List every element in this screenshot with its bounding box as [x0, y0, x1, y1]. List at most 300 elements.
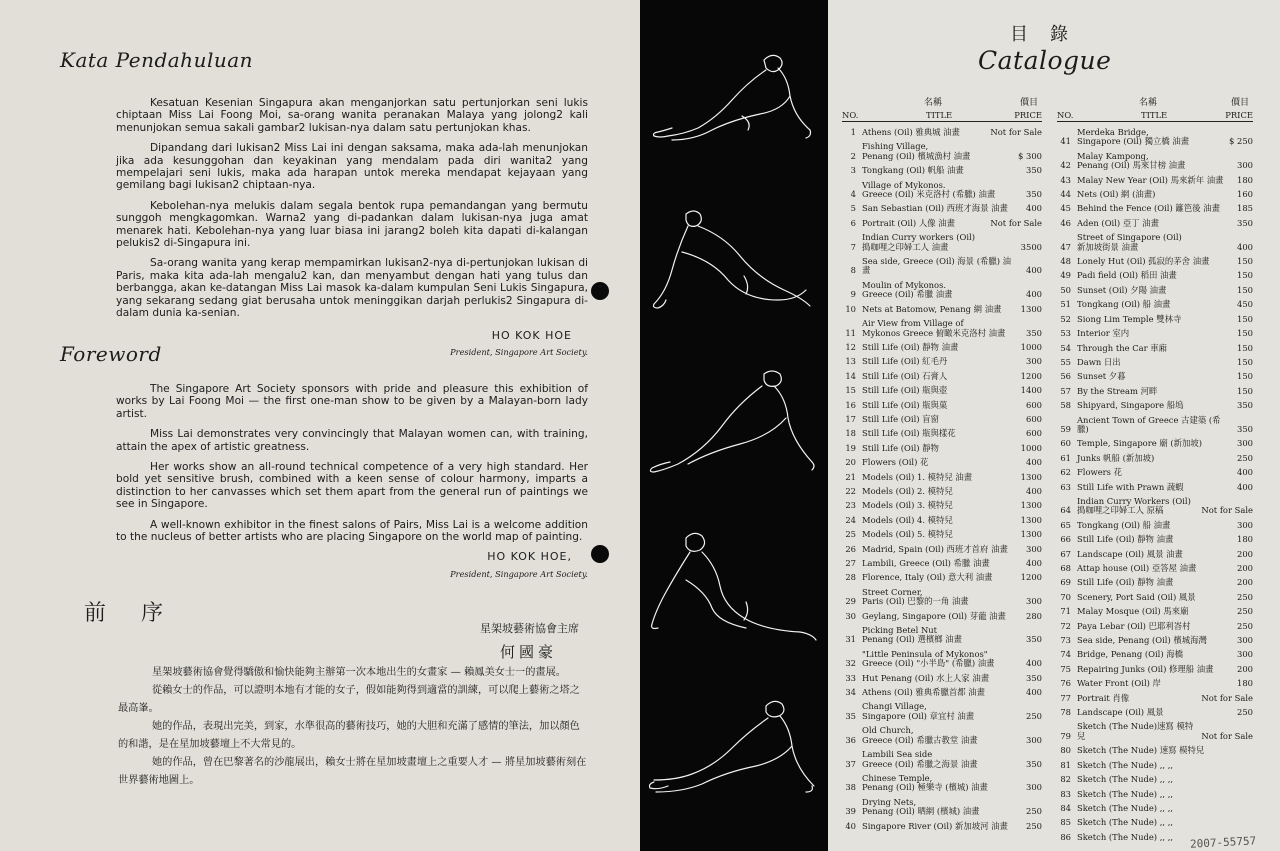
- catalogue-number: 55: [1060, 356, 1071, 367]
- catalogue-row: [1057, 495, 1253, 519]
- catalogue-number: 23: [845, 500, 856, 511]
- catalogue-price: 200: [1237, 577, 1253, 588]
- catalogue-title: Lambili Sea side Greece (Oil) 希臘之海景 油畫: [862, 749, 978, 769]
- catalogue-title: Air View from Village of Mykonos Greece 俯瞰米克洛村 油畫: [862, 318, 1006, 338]
- header-price-chinese: 價目: [1019, 98, 1038, 108]
- catalogue-price: 300: [1026, 782, 1042, 793]
- catalogue-number: 30: [845, 610, 856, 621]
- catalogue-row: [1057, 269, 1253, 283]
- catalogue-price: 400: [1026, 265, 1042, 276]
- catalogue-title: Malay Mosque (Oil) 馬來廟: [1077, 606, 1189, 617]
- catalogue-row: [1057, 788, 1253, 802]
- catalogue-row: [1057, 313, 1253, 327]
- catalogue-title: Tongkang (Oil) 船 油畫: [1077, 299, 1171, 310]
- nude-sketch-strip: [640, 0, 828, 851]
- catalogue-number: 34: [845, 687, 856, 698]
- chinese-paragraph: 她的作品，曾在巴黎著名的沙龍展出，賴女士將在星加坡畫壇上之重要人才 — 將星加坡藝術刻在世界藝術地圖上。: [118, 757, 587, 786]
- catalogue-row: [1057, 720, 1253, 744]
- catalogue-row: [842, 571, 1042, 585]
- catalogue-title: Old Church, Greece (Oil) 希臘古教堂 油畫: [862, 725, 978, 745]
- catalogue-row: [1057, 202, 1253, 216]
- catalogue-title: Siong Lim Temple 雙林寺: [1077, 313, 1182, 324]
- catalogue-row: [1057, 634, 1253, 648]
- catalogue-number: 16: [845, 399, 856, 410]
- catalogue-title: Sea side, Penang (Oil) 檳城海灣: [1077, 635, 1207, 646]
- header-price: PRICE: [1014, 110, 1042, 120]
- header-title-chinese: 名稱: [1139, 98, 1158, 108]
- catalogue-number: 52: [1060, 313, 1071, 324]
- catalogue-title: Moulin of Mykonos. Greece (Oil) 希臘 油畫: [862, 279, 953, 300]
- catalogue-row: [1057, 648, 1253, 662]
- catalogue-row: [1057, 255, 1253, 269]
- catalogue-title: Catalogue: [978, 46, 1112, 75]
- catalogue-title: Still Life (Oil) 瓶與樣花: [862, 428, 956, 439]
- column-header: [842, 94, 1042, 122]
- catalogue-price: 400: [1237, 241, 1253, 252]
- catalogue-row: [842, 370, 1042, 384]
- catalogue-number: 67: [1060, 548, 1071, 559]
- catalogue-price: 300: [1237, 519, 1253, 530]
- catalogue-title: Portrait 肖像: [1077, 692, 1130, 703]
- catalogue-row: [842, 543, 1042, 557]
- catalogue-price: 1000: [1020, 341, 1042, 352]
- catalogue-row: [842, 279, 1042, 303]
- preface-text: [116, 97, 588, 358]
- catalogue-title: Lonely Hut (Oil) 孤寂的茅舍 油畫: [1077, 256, 1210, 267]
- catalogue-number: 25: [845, 529, 856, 540]
- catalogue-title: Attap house (Oil) 亞答屋 油畫: [1077, 563, 1197, 573]
- catalogue-number: 80: [1060, 745, 1071, 756]
- catalogue-number: 70: [1060, 591, 1071, 602]
- catalogue-number: 49: [1060, 270, 1071, 281]
- catalogue-price: 350: [1026, 165, 1042, 176]
- catalogue-number: 9: [850, 289, 856, 300]
- catalogue-row: [842, 384, 1042, 398]
- catalogue-row: [842, 231, 1042, 255]
- catalogue-row: [842, 217, 1042, 231]
- catalogue-number: 76: [1060, 678, 1071, 689]
- nude-sketch-reclining-figure: [646, 690, 822, 808]
- catalogue-price: 350: [1026, 758, 1042, 769]
- catalogue-number: 66: [1060, 534, 1071, 545]
- catalogue-title: Still Life (Oil) 靜物: [862, 442, 939, 453]
- catalogue-title: Chinese Temple, Penang (Oil) 極樂寺 (檳城) 油畫: [862, 772, 988, 793]
- catalogue-number: 8: [850, 265, 856, 276]
- foreword-signature: [116, 551, 588, 580]
- catalogue-title: Still Life with Prawn 蔬蝦: [1077, 481, 1184, 492]
- catalogue-row: [1057, 562, 1253, 576]
- catalogue-price: Not for Sale: [1201, 692, 1253, 703]
- catalogue-price: Not for Sale: [990, 217, 1042, 228]
- catalogue-price: 400: [1026, 558, 1042, 568]
- catalogue-title: Madrid, Spain (Oil) 西班才首府 油畫: [862, 543, 1008, 554]
- chinese-signature: [480, 620, 579, 662]
- catalogue-title: Still Life (Oil) 紅毛丹: [862, 356, 948, 367]
- catalogue-page: [828, 0, 1280, 851]
- foreword-paragraph: Her works show an all-round technical competence of a very high standard. Her bold yet sensitive brush, combined with a keen sense of colour harmony, imparts a distinction to her canvasses which set them apart from the general run of paintings we see in Singapore.: [116, 461, 588, 511]
- chinese-paragraph: 她的作品，表現出完美，到家，水準很高的藝術技巧，她的大胆和充滿了感情的筆法，加以顏色的和諧，是在星加坡藝壇上不大常見的。: [118, 721, 580, 750]
- catalogue-row: [842, 624, 1042, 648]
- catalogue-title: Florence, Italy (Oil) 意大利 油畫: [862, 572, 993, 583]
- catalogue-row: [842, 485, 1042, 499]
- catalogue-number: 72: [1060, 620, 1071, 631]
- catalogue-number: 83: [1060, 788, 1071, 799]
- catalogue-price: 400: [1026, 658, 1042, 669]
- binder-hole: [591, 282, 609, 300]
- catalogue-price: 450: [1237, 299, 1253, 310]
- catalogue-price: 150: [1237, 356, 1253, 367]
- catalogue-price: 300: [1026, 356, 1042, 367]
- catalogue-title: Sketch (The Nude) ,, ,,: [1077, 788, 1174, 799]
- catalogue-price: 1300: [1020, 303, 1042, 314]
- catalogue-title: Indian Curry Workers (Oil) 搗咖哩之印婦工人 原稿: [1077, 495, 1191, 516]
- foreword-text: [116, 383, 588, 580]
- catalogue-price: 250: [1237, 707, 1253, 718]
- catalogue-row: [1057, 759, 1253, 773]
- catalogue-title: Tongkang (Oil) 帆船 油畫: [862, 165, 964, 176]
- catalogue-price: 400: [1026, 485, 1042, 496]
- catalogue-number: 40: [845, 820, 856, 831]
- catalogue-row: [1057, 605, 1253, 619]
- catalogue-number: 26: [845, 543, 856, 554]
- catalogue-title: Drying Nets, Penang (Oil) 晒網 (檳城) 油畫: [862, 796, 980, 817]
- catalogue-price: 150: [1237, 371, 1253, 382]
- catalogue-title: Landscape (Oil) 風景 油畫: [1077, 548, 1183, 559]
- catalogue-price: 150: [1237, 256, 1253, 267]
- catalogue-price: 1300: [1020, 500, 1042, 511]
- catalogue-price: 600: [1026, 413, 1042, 424]
- catalogue-row: [842, 514, 1042, 528]
- catalogue-row: [842, 648, 1042, 672]
- catalogue-title: Picking Betel Nut Penang (Oil) 選檳榔 油畫: [862, 625, 962, 645]
- catalogue-title: Nets (Oil) 網 (油畫): [1077, 189, 1156, 200]
- catalogue-row: [842, 471, 1042, 485]
- catalogue-row: [842, 772, 1042, 796]
- chinese-signer-name: 何國豪: [500, 643, 558, 661]
- catalogue-number: 14: [845, 370, 856, 381]
- foreword-signer: HO KOK HOE,: [487, 550, 572, 564]
- catalogue-row: [1057, 174, 1253, 188]
- preface-paragraph: Kesatuan Kesenian Singapura akan menganjorkan satu pertunjorkan seni lukis chiptaan Miss Lai Foong Moi, sa-orang wanita peranakan Malaya yang jolong2 kali menunjokan semua sakali gambar2 lukisan-nya dalam satu pertunjokan khas.: [116, 97, 588, 134]
- catalogue-title: Geylang, Singapore (Oil) 芽蘢 油畫: [862, 610, 1006, 621]
- header-title: TITLE: [926, 110, 953, 120]
- catalogue-number: 12: [845, 341, 856, 352]
- catalogue-row: [1057, 231, 1253, 255]
- catalogue-number: 54: [1060, 342, 1071, 353]
- catalogue-price: 350: [1026, 672, 1042, 683]
- catalogue-number: 45: [1060, 203, 1071, 214]
- catalogue-number: 13: [845, 356, 856, 367]
- catalogue-row: [842, 202, 1042, 216]
- catalogue-title: Sea side, Greece (Oil) 海景 (希臘) 油畫: [862, 256, 1012, 276]
- chinese-heading: 前 序: [84, 601, 177, 626]
- catalogue-number: 73: [1060, 635, 1071, 646]
- catalogue-number: 71: [1060, 606, 1071, 617]
- header-price: PRICE: [1225, 110, 1253, 120]
- chinese-text: [118, 664, 590, 790]
- catalogue-price: 1300: [1020, 514, 1042, 525]
- catalogue-number: 1: [850, 127, 856, 137]
- catalogue-row: [842, 164, 1042, 178]
- catalogue-price: 400: [1026, 457, 1042, 468]
- catalogue-number: 77: [1060, 692, 1071, 703]
- catalogue-row: [842, 179, 1042, 203]
- chinese-paragraph: 星架坡藝術協會覺得驕傲和愉快能夠主辦第一次本地出生的女畫家 — 賴鳳美女士一的畫展。: [152, 667, 566, 678]
- catalogue-row: [1057, 533, 1253, 547]
- catalogue-title: Merdeka Bridge, Singapore (Oil) 獨立橋 油畫: [1077, 127, 1190, 147]
- header-title: TITLE: [1141, 110, 1168, 120]
- catalogue-row: [1057, 284, 1253, 298]
- catalogue-price: 250: [1237, 620, 1253, 631]
- catalogue-number: 47: [1060, 241, 1071, 252]
- catalogue-title: Still Life (Oil) 靜物 油畫: [862, 341, 959, 352]
- preface-paragraph: Kebolehan-nya melukis dalam segala bentok rupa pemandangan yang bermutu sunggoh mengkagomkan. Warna2 yang di-padankan dalam lukisan-nya juga amat menarek hati. Kebolehan-nya yang luar biasa ini jarang2 boleh kita dapati di-kalangan pelukis2 di-Singapura ini.: [116, 199, 588, 250]
- catalogue-number: 60: [1060, 438, 1071, 449]
- catalogue-row: [1057, 773, 1253, 787]
- catalogue-title: Shipyard, Singapore 船塢: [1077, 400, 1184, 411]
- catalogue-title: Padi field (Oil) 稻田 油畫: [1077, 270, 1177, 281]
- catalogue-row: [842, 686, 1042, 700]
- foreword-paragraph: A well-known exhibitor in the finest salons of Pairs, Miss Lai is a welcome addition to the nucleus of better artists who are placing Singapore on the world map of painting.: [116, 518, 588, 544]
- catalogue-number: 43: [1060, 174, 1071, 185]
- catalogue-row: [842, 499, 1042, 513]
- chinese-signer-role: 星架坡藝術協會主席: [480, 622, 579, 635]
- catalogue-price: Not for Sale: [1201, 730, 1253, 741]
- catalogue-row: [1057, 466, 1253, 480]
- catalogue-title: Athens (Oil) 雅典希臘首都 油畫: [862, 687, 986, 698]
- catalogue-price: 350: [1026, 327, 1042, 338]
- catalogue-number: 50: [1060, 284, 1071, 295]
- catalogue-price: 600: [1026, 399, 1042, 410]
- catalogue-number: 39: [845, 806, 856, 817]
- catalogue-title: Sketch (The Nude) ,, ,,: [1077, 759, 1174, 770]
- catalogue-number: 51: [1060, 299, 1071, 310]
- catalogue-row: [842, 255, 1042, 279]
- catalogue-title: Still Life (Oil) 盲窗: [862, 413, 939, 424]
- catalogue-number: 59: [1060, 423, 1071, 434]
- catalogue-number: 78: [1060, 707, 1071, 718]
- catalogue-price: 400: [1026, 289, 1042, 300]
- catalogue-price: 150: [1237, 284, 1253, 295]
- catalogue-title: Junks 帆船 (新加坡): [1077, 452, 1155, 463]
- catalogue-number: 37: [845, 758, 856, 769]
- catalogue-row: [1057, 414, 1253, 438]
- nude-sketch-reclining-figure: [646, 46, 822, 164]
- catalogue-row: [1057, 327, 1253, 341]
- catalogue-row: [1057, 816, 1253, 830]
- catalogue-title: Village of Mykonos. Greece (Oil) 米克洛村 (希臘) 油畫: [862, 179, 996, 200]
- catalogue-number: 86: [1060, 831, 1071, 842]
- archive-number: 2007-55757: [1189, 834, 1257, 851]
- catalogue-title: Still Life (Oil) 瓶與菓: [862, 399, 948, 410]
- catalogue-number: 21: [845, 471, 856, 482]
- catalogue-price: 250: [1237, 606, 1253, 617]
- catalogue-row: [1057, 437, 1253, 451]
- catalogue-row: [842, 303, 1042, 317]
- foreword-paragraph: The Singapore Art Society sponsors with pride and pleasure this exhibition of works by Lai Foong Moi — the first one-man show to be given by a Malayan-born lady artist.: [116, 383, 588, 420]
- foreword-heading: Foreword: [60, 342, 162, 366]
- catalogue-title: Paya Lebar (Oil) 巴耶利峇村: [1077, 620, 1191, 631]
- catalogue-title: Still Life (Oil) 瓶與壺: [862, 385, 948, 396]
- catalogue-price: 150: [1237, 385, 1253, 396]
- catalogue-row: [842, 700, 1042, 724]
- catalogue-title: Models (Oil) 5. 模特兒: [862, 529, 953, 540]
- catalogue-price: 200: [1237, 548, 1253, 559]
- catalogue-title: Temple, Singapore 廟 (新加坡): [1077, 438, 1203, 449]
- catalogue-price: 300: [1026, 596, 1042, 607]
- catalogue-number: 68: [1060, 563, 1071, 573]
- catalogue-title: Ancient Town of Greece 古建築 (希臘): [1077, 414, 1221, 434]
- catalogue-title: Dawn 日出: [1077, 356, 1121, 367]
- preface-paragraph: Dipandang dari lukisan2 Miss Lai ini dengan saksama, maka ada-lah menunjokan jika ada kesunggohan dan keyakinan yang mendalam pada diri wanita2 yang mempelajari seni lukis, maka ada harapan untok mereka mendapat kejayaan yang gemilang bagi lukisan2 chiptaan-nya.: [116, 142, 588, 192]
- catalogue-row: [842, 355, 1042, 369]
- catalogue-price: 1200: [1020, 572, 1042, 583]
- catalogue-number: 53: [1060, 328, 1071, 339]
- catalogue-number: 48: [1060, 256, 1071, 267]
- catalogue-number: 18: [845, 428, 856, 439]
- catalogue-number: 69: [1060, 577, 1071, 588]
- catalogue-number: 65: [1060, 519, 1071, 530]
- catalogue-number: 79: [1060, 730, 1071, 741]
- catalogue-number: 42: [1060, 160, 1071, 171]
- catalogue-title: Water Front (Oil) 岸: [1077, 678, 1161, 689]
- catalogue-row: [842, 820, 1042, 834]
- catalogue-title: Behind the Fence (Oil) 籬笆後 油畫: [1077, 203, 1220, 214]
- preface-signer-role: President, Singapore Art Society.: [450, 346, 588, 357]
- catalogue-price: 350: [1026, 634, 1042, 645]
- catalogue-title: Flowers 花: [1077, 467, 1122, 478]
- catalogue-title: By the Stream 河畔: [1077, 385, 1158, 396]
- catalogue-row: [1057, 452, 1253, 466]
- header-price-chinese: 價目: [1230, 98, 1249, 108]
- catalogue-row: [1057, 744, 1253, 758]
- catalogue-price: 400: [1237, 481, 1253, 492]
- column-header: [1057, 94, 1253, 122]
- catalogue-price: 600: [1026, 428, 1042, 439]
- catalogue-title: Still Life (Oil) 靜物 油畫: [1077, 577, 1174, 588]
- catalogue-number: 28: [845, 572, 856, 583]
- catalogue-row: [1057, 298, 1253, 312]
- preface-heading: Kata Pendahuluan: [60, 48, 254, 72]
- catalogue-number: 11: [845, 327, 856, 338]
- catalogue-number: 36: [845, 734, 856, 745]
- catalogue-title: Models (Oil) 2. 模特兒: [862, 485, 953, 496]
- catalogue-price: 280: [1026, 610, 1042, 621]
- catalogue-row: [842, 427, 1042, 441]
- catalogue-number: 58: [1060, 400, 1071, 411]
- catalogue-number: 24: [845, 514, 856, 525]
- catalogue-price: 150: [1237, 328, 1253, 339]
- catalogue-row: [1057, 620, 1253, 634]
- preface-paragraph: Sa-orang wanita yang kerap mempamirkan lukisan2-nya di-pertunjokan lukisan di Paris, maka kita ada-lah mengalu2 kan, dan menyambut dengan hati yang tulus dan berbangga, akan ke-datangan Miss Lai masok ka-dalam kumpulan Seni Lukis Singapura, yang sekarang sedang giat berusaha untok meninggikan darjah perlukis2 Singapura di-dalam dunia ka-senian.: [116, 257, 588, 320]
- catalogue-price: 180: [1237, 534, 1253, 545]
- catalogue-row: [842, 341, 1042, 355]
- catalogue-title: San Sebastian (Oil) 西班才海景 油畫: [862, 203, 1008, 214]
- catalogue-number: 31: [845, 634, 856, 645]
- catalogue-price: 300: [1026, 543, 1042, 554]
- catalogue-number: 64: [1060, 505, 1071, 516]
- catalogue-row: [1057, 706, 1253, 720]
- catalogue-title: Hut Penang (Oil) 水上人家 油畫: [862, 672, 990, 683]
- catalogue-row: [1057, 802, 1253, 816]
- catalogue-row: [1057, 663, 1253, 677]
- catalogue-title: Scenery, Port Said (Oil) 風景: [1077, 591, 1196, 602]
- catalogue-row: [1057, 385, 1253, 399]
- header-no: NO.: [842, 110, 859, 120]
- catalogue-price: $ 300: [1018, 150, 1042, 161]
- catalogue-number: 38: [845, 782, 856, 793]
- catalogue-number: 2: [850, 150, 856, 161]
- catalogue-price: 3500: [1020, 241, 1042, 252]
- catalogue-number: 61: [1060, 452, 1071, 463]
- catalogue-number: 74: [1060, 649, 1071, 660]
- catalogue-price: 350: [1237, 217, 1253, 228]
- catalogue-row: [1057, 576, 1253, 590]
- preface-signer: HO KOK HOE: [491, 328, 572, 342]
- catalogue-price: 400: [1237, 467, 1253, 478]
- catalogue-number: 62: [1060, 467, 1071, 478]
- catalogue-number: 57: [1060, 385, 1071, 396]
- catalogue-number: 33: [845, 672, 856, 683]
- catalogue-price: 350: [1237, 400, 1253, 411]
- catalogue-row: [842, 413, 1042, 427]
- catalogue-row: [1057, 548, 1253, 562]
- catalogue-price: 300: [1237, 438, 1253, 449]
- catalogue-price: 1400: [1020, 385, 1042, 396]
- catalogue-title: Flowers (Oil) 花: [862, 457, 929, 468]
- catalogue-title: Fishing Village, Penang (Oil) 檳城漁村 油畫: [862, 141, 971, 161]
- catalogue-row: [842, 748, 1042, 772]
- catalogue-number: 22: [845, 485, 856, 496]
- catalogue-price: 250: [1237, 452, 1253, 463]
- catalogue-number: 27: [845, 558, 856, 568]
- catalogue-price: 200: [1237, 563, 1253, 573]
- catalogue-row: [842, 456, 1042, 470]
- catalogue-price: 185: [1237, 203, 1253, 214]
- catalogue-row: [1057, 217, 1253, 231]
- catalogue-title: Street of Singapore (Oil) 新加坡街景 油畫: [1077, 232, 1182, 252]
- catalogue-price: 1200: [1020, 370, 1042, 381]
- catalogue-number: 35: [845, 710, 856, 721]
- catalogue-row: [842, 796, 1042, 820]
- catalogue-row: [842, 126, 1042, 140]
- catalogue-title: Indian Curry workers (Oil) 搗咖哩之印婦工人 油畫: [862, 232, 975, 252]
- catalogue-title: "Little Peninsula of Mykonos" Greece (Oil) "小半島" (希臘) 油畫: [862, 648, 995, 669]
- catalogue-row: [842, 442, 1042, 456]
- catalogue-title: Sketch (The Nude) ,, ,,: [1077, 817, 1174, 828]
- catalogue-number: 10: [845, 303, 856, 314]
- binder-hole: [591, 545, 609, 563]
- catalogue-price: 300: [1026, 734, 1042, 745]
- catalogue-number: 85: [1060, 817, 1071, 828]
- catalogue-number: 5: [850, 203, 856, 214]
- catalogue-row: [1057, 370, 1253, 384]
- catalogue-row: [842, 140, 1042, 164]
- catalogue-number: 82: [1060, 774, 1071, 785]
- catalogue-number: 4: [850, 189, 856, 200]
- catalogue-number: 81: [1060, 759, 1071, 770]
- foreword-signer-role: President, Singapore Art Society.: [450, 568, 588, 579]
- catalogue-price: 150: [1237, 313, 1253, 324]
- catalogue-number: 15: [845, 385, 856, 396]
- catalogue-price: $ 250: [1229, 136, 1253, 147]
- catalogue-price: 300: [1237, 160, 1253, 171]
- catalogue-title: Still Life (Oil) 石膏人: [862, 370, 948, 381]
- catalogue-row: [842, 399, 1042, 413]
- catalogue-title: Malay New Year (Oil) 馬來新年 油畫: [1077, 174, 1224, 185]
- catalogue-title: Sketch (The Nude) ,, ,,: [1077, 774, 1174, 785]
- catalogue-row: [842, 610, 1042, 624]
